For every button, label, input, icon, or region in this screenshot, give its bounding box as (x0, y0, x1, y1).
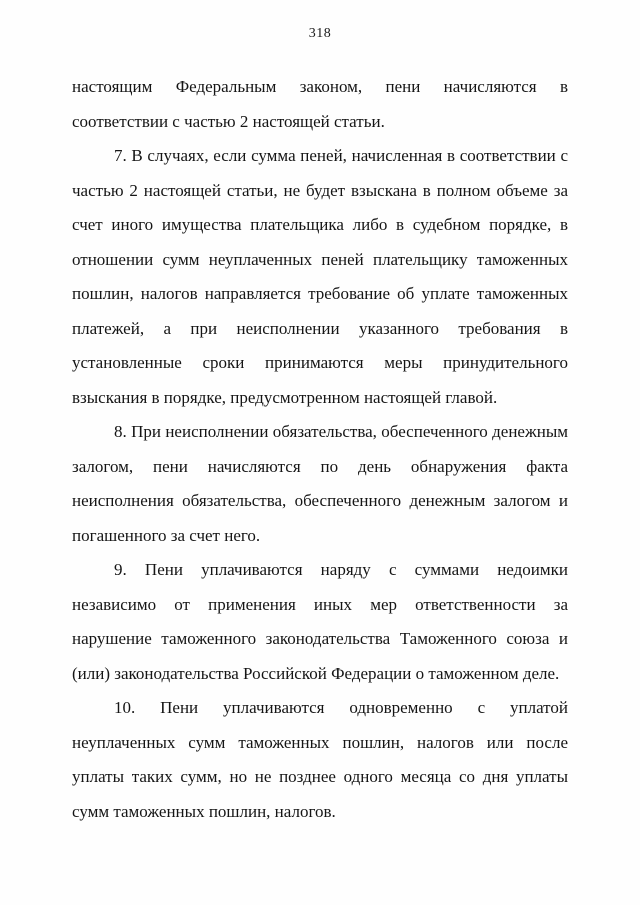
paragraphs-container (72, 70, 568, 829)
paragraph: 10. Пени уплачиваются одновременно с уплатой неуплаченных сумм таможенных пошлин, налогов или после уплаты таких сумм, но не позднее одного месяца со дня уплаты сумм таможенных пошлин, налогов. (72, 698, 568, 821)
paragraph: настоящим Федеральным законом, пени начисляются в соответствии с частью 2 настоящей статьи. (72, 77, 568, 131)
page-number: 318 (308, 26, 332, 41)
paragraph: 7. В случаях, если сумма пеней, начисленная в соответствии с частью 2 настоящей статьи, не будет взыскана в полном объеме за счет иного имущества плательщика либо в судебном порядке, в отношении сумм неуплаченных пеней плательщику таможенных пошлин, налогов направляется требование об уплате таможенных платежей, а при неисполнении указанного требования в установленные сроки принимаются меры принудительного взыскания в порядке, предусмотренном настоящей главой. (72, 146, 568, 407)
paragraph: 9. Пени уплачиваются наряду с суммами недоимки независимо от применения иных мер ответственности за нарушение таможенного законодательства Таможенного союза и (или) законодательства Российской Федерации о таможенном деле. (72, 560, 568, 683)
paragraph: 8. При неисполнении обязательства, обеспеченного денежным залогом, пени начисляются по день обнаружения факта неисполнения обязательства, обеспеченного денежным залогом и погашенного за счет него. (72, 422, 568, 545)
